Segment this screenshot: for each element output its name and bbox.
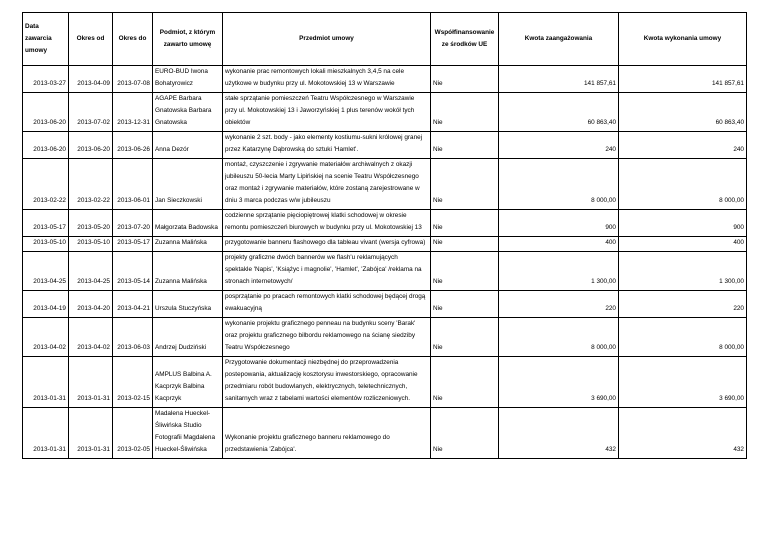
header-execution: Kwota wykonania umowy [619, 13, 747, 66]
cell-commitment: 60 863,40 [499, 93, 619, 132]
cell-entity: EURO-BUD Iwona Bohatyrowicz [153, 66, 223, 93]
table-row [23, 252, 747, 291]
cell-subject: stałe sprzątanie pomieszczeń Teatru Współczesnego w Warszawie przy ul. Mokotowskiej 13 i Jaworzyńskiej 1 plus terenów wokół tych obiektów [223, 93, 431, 132]
cell-commitment: 220 [499, 291, 619, 318]
cell-cofinancing: Nie [431, 252, 499, 291]
cell-cofinancing: Nie [431, 210, 499, 237]
cell-from: 2013-04-09 [69, 66, 113, 93]
cell-subject: codzienne sprzątanie pięciopiętrowej klatki schodowej w okresie remontu pomieszczeń biurowych w budynku przy ul. Mokotowskiej 13 [223, 210, 431, 237]
cell-to: 2013-05-14 [113, 252, 153, 291]
cell-from: 2013-07-02 [69, 93, 113, 132]
cell-execution: 3 690,00 [619, 357, 747, 408]
table-row [23, 237, 747, 252]
cell-execution: 240 [619, 132, 747, 159]
cell-commitment: 240 [499, 132, 619, 159]
table-row [23, 132, 747, 159]
cell-date: 2013-01-31 [23, 408, 69, 459]
cell-subject: montaż, czyszczenie i zgrywanie materiałów archiwalnych z okazji jubileuszu 50-lecia Marty Lipińskiej na scenie Teatru Współczesnego oraz montaż i zgrywanie materiałów, które zostaną zarejestrowane w dniu 3 marca podczas w/w jubileuszu [223, 159, 431, 210]
cell-cofinancing: Nie [431, 357, 499, 408]
cell-to: 2013-02-15 [113, 357, 153, 408]
cell-commitment: 400 [499, 237, 619, 252]
cell-cofinancing: Nie [431, 291, 499, 318]
table-row [23, 93, 747, 132]
cell-execution: 432 [619, 408, 747, 459]
cell-from: 2013-01-31 [69, 408, 113, 459]
cell-to: 2013-06-01 [113, 159, 153, 210]
cell-execution: 8 000,00 [619, 318, 747, 357]
cell-from: 2013-05-20 [69, 210, 113, 237]
cell-date: 2013-04-25 [23, 252, 69, 291]
cell-commitment: 1 300,00 [499, 252, 619, 291]
cell-commitment: 8 000,00 [499, 318, 619, 357]
cell-to: 2013-07-08 [113, 66, 153, 93]
cell-from: 2013-06-20 [69, 132, 113, 159]
cell-cofinancing: Nie [431, 66, 499, 93]
cell-from: 2013-04-25 [69, 252, 113, 291]
cell-from: 2013-04-02 [69, 318, 113, 357]
cell-execution: 400 [619, 237, 747, 252]
cell-from: 2013-02-22 [69, 159, 113, 210]
cell-to: 2013-06-26 [113, 132, 153, 159]
cell-subject: wykonanie 2 szt. body - jako elementy kostiumu-sukni królowej granej przez Katarzynę Dąbrowską do sztuki 'Hamlet'. [223, 132, 431, 159]
cell-entity: Zuzanna Malińska [153, 237, 223, 252]
cell-cofinancing: Nie [431, 93, 499, 132]
table-row [23, 66, 747, 93]
cell-to: 2013-07-20 [113, 210, 153, 237]
cell-date: 2013-03-27 [23, 66, 69, 93]
cell-execution: 220 [619, 291, 747, 318]
cell-date: 2013-05-10 [23, 237, 69, 252]
cell-cofinancing: Nie [431, 159, 499, 210]
cell-date: 2013-04-19 [23, 291, 69, 318]
header-date: Data zawarcia umowy [23, 13, 69, 66]
cell-execution: 141 857,61 [619, 66, 747, 93]
cell-cofinancing: Nie [431, 318, 499, 357]
cell-subject: przygotowanie banneru flashowego dla tableau vivant (wersja cyfrowa) [223, 237, 431, 252]
cell-entity: Małgorzata Badowska [153, 210, 223, 237]
cell-commitment: 141 857,61 [499, 66, 619, 93]
header-cofinancing: Współfinansowanie ze środków UE [431, 13, 499, 66]
cell-from: 2013-01-31 [69, 357, 113, 408]
cell-subject: wykonanie projektu graficznego penneau na budynku sceny 'Barak' oraz projektu graficznego bilbordu reklamowego na ścianę siedziby Teatru Współczesnego [223, 318, 431, 357]
header-from: Okres od [69, 13, 113, 66]
table-row [23, 291, 747, 318]
cell-commitment: 8 000,00 [499, 159, 619, 210]
cell-date: 2013-05-17 [23, 210, 69, 237]
cell-subject: projekty graficzne dwóch bannerów we flash'u reklamujących spektakle 'Napis', 'Książyc i magnolie', 'Hamlet', 'Zabójca' /reklama na stronach internetowych/ [223, 252, 431, 291]
cell-commitment: 3 690,00 [499, 357, 619, 408]
cell-entity: AGAPE Barbara Gnatowska Barbara Gnatowska [153, 93, 223, 132]
cell-from: 2013-05-10 [69, 237, 113, 252]
cell-to: 2013-06-03 [113, 318, 153, 357]
cell-date: 2013-02-22 [23, 159, 69, 210]
cell-entity: Jan Sieczkowski [153, 159, 223, 210]
cell-execution: 60 863,40 [619, 93, 747, 132]
cell-cofinancing: Nie [431, 237, 499, 252]
cell-date: 2013-06-20 [23, 132, 69, 159]
header-commitment: Kwota zaangażowania [499, 13, 619, 66]
table-row [23, 318, 747, 357]
cell-date: 2013-06-20 [23, 93, 69, 132]
cell-subject: wykonanie prac remontowych lokali mieszkalnych 3,4,5 na cele użytkowe w budynku przy ul. Mokotowskiej 13 w Warszawie [223, 66, 431, 93]
cell-to: 2013-12-31 [113, 93, 153, 132]
contracts-sheet [22, 12, 747, 459]
cell-to: 2013-04-21 [113, 291, 153, 318]
header-to: Okres do [113, 13, 153, 66]
cell-subject: Przygotowanie dokumentacji niezbędnej do przeprowadzenia postepowania, aktualizację kosztorysu inwestorskiego, opracowanie przedmiaru robót budowlanych, elektrycznych, teletechnicznych, sanitarnych wraz z tabelami wartości elementów rozliczeniowych. [223, 357, 431, 408]
cell-entity: Anna Dezór [153, 132, 223, 159]
cell-execution: 8 000,00 [619, 159, 747, 210]
table-row [23, 408, 747, 459]
cell-execution: 1 300,00 [619, 252, 747, 291]
cell-entity: AMPLUS Balbina A. Kacprzyk Balbina Kacprzyk [153, 357, 223, 408]
table-row [23, 357, 747, 408]
cell-entity: Zuzanna Malińska [153, 252, 223, 291]
cell-entity: Urszula Stuczyńska [153, 291, 223, 318]
cell-entity: Madalena Hueckel- Śliwińska Studio Fotografii Magdalena Hueckel-Śliwińska [153, 408, 223, 459]
cell-date: 2013-01-31 [23, 357, 69, 408]
cell-execution: 900 [619, 210, 747, 237]
cell-commitment: 900 [499, 210, 619, 237]
header-row [23, 13, 747, 66]
cell-cofinancing: Nie [431, 132, 499, 159]
cell-from: 2013-04-20 [69, 291, 113, 318]
table-row [23, 159, 747, 210]
cell-subject: posprzątanie po pracach remontowych klatki schodowej będącej drogą ewakuacyjną [223, 291, 431, 318]
table-row [23, 210, 747, 237]
header-entity: Podmiot, z którym zawarto umowę [153, 13, 223, 66]
cell-to: 2013-05-17 [113, 237, 153, 252]
contracts-table [22, 12, 747, 459]
header-subject: Przedmiot umowy [223, 13, 431, 66]
cell-subject: Wykonanie projektu graficznego banneru reklamowego do przedstawienia 'Zabójca'. [223, 408, 431, 459]
cell-to: 2013-02-05 [113, 408, 153, 459]
cell-date: 2013-04-02 [23, 318, 69, 357]
cell-entity: Andrzej Dudziński [153, 318, 223, 357]
cell-commitment: 432 [499, 408, 619, 459]
cell-cofinancing: Nie [431, 408, 499, 459]
